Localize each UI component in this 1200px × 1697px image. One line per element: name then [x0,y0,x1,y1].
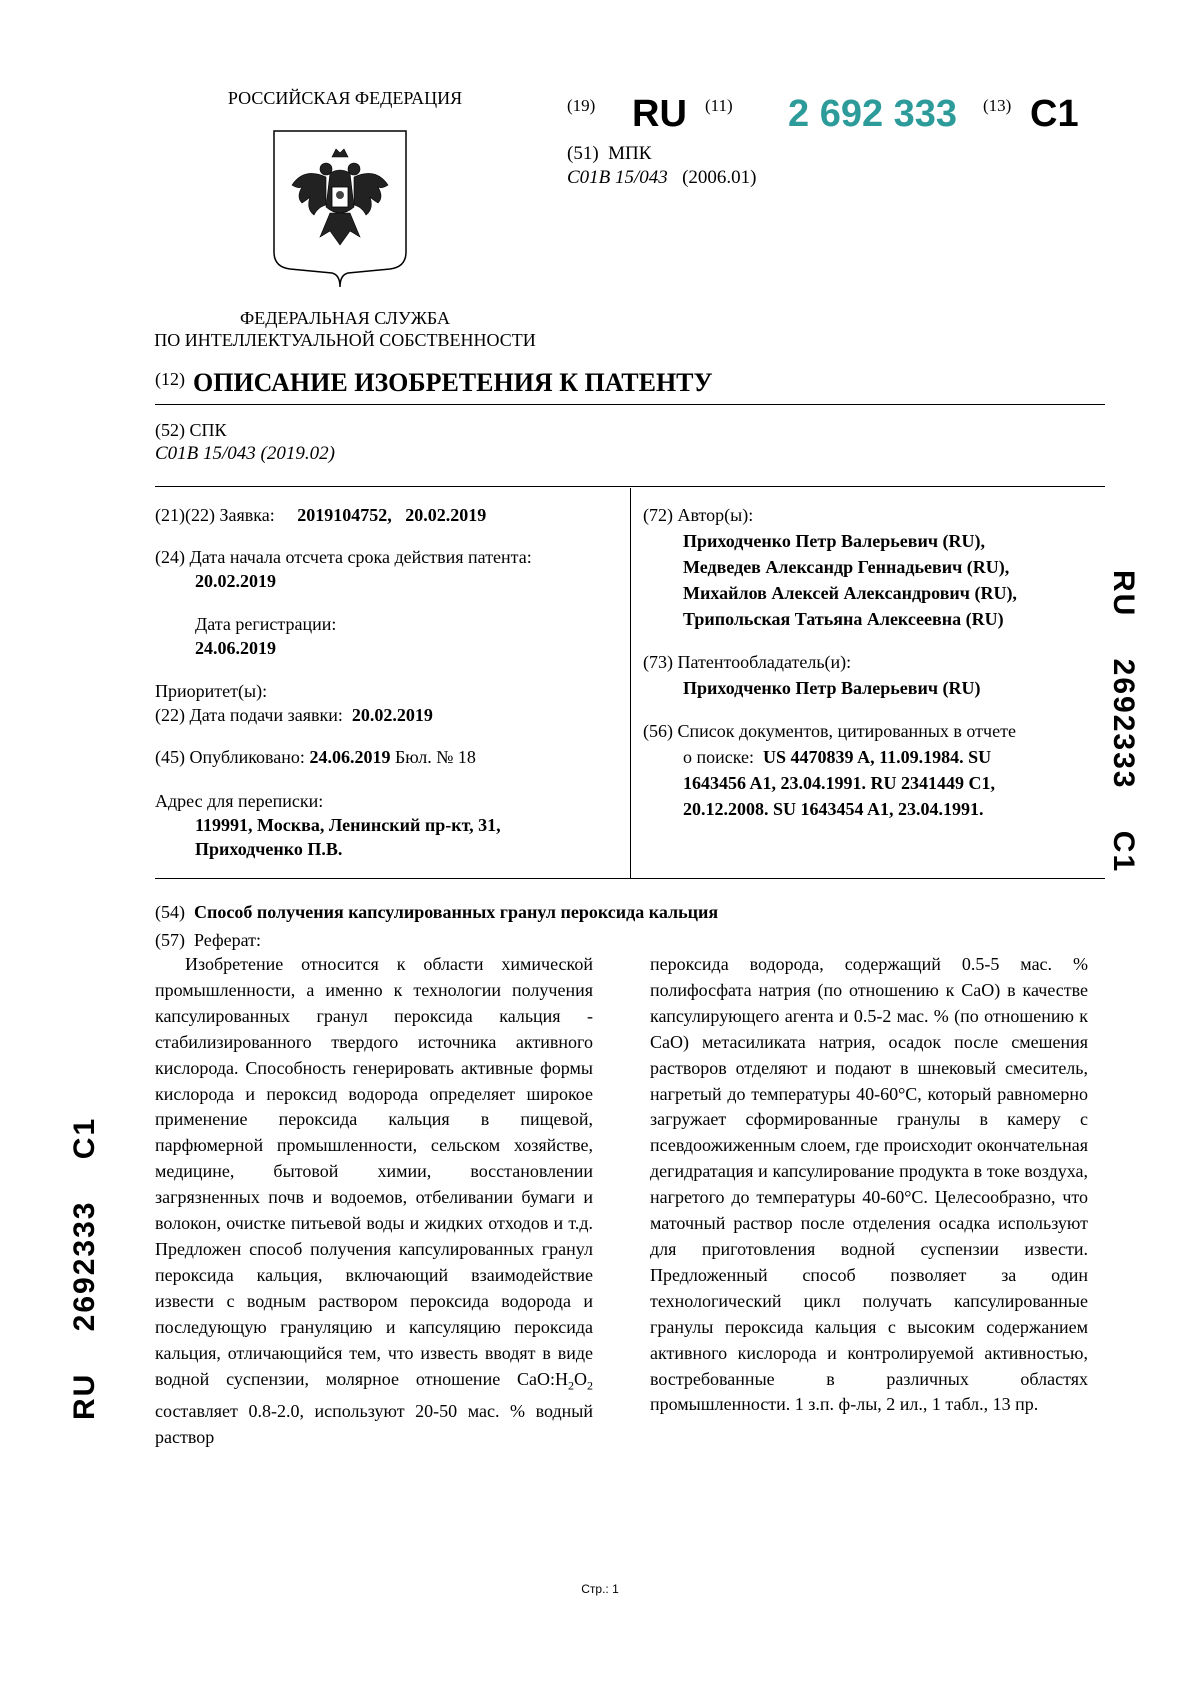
application-number: 2019104752, [297,505,392,525]
published-value: 24.06.2019 [309,747,391,767]
citations-line3: 20.12.2008. SU 1643454 A1, 23.04.1991. [683,799,984,819]
filing-date-field [155,703,433,727]
inid-code-54: (54) [155,902,185,922]
column-divider [630,488,631,878]
invention-title: Способ получения капсулированных гранул пероксида кальция [194,902,719,922]
abstract-text-left-end: составляет 0.8-2.0, используют 20-50 мас. % водный раствор [155,1401,593,1447]
registration-value: 24.06.2019 [195,638,276,658]
invention-title-field [155,900,718,924]
abstract-right-column: пероксида водорода, содержащий 0.5-5 мас. % полифосфата натрия (по отношению к CaO) в качестве капсулирующего агента и 0.5-2 мас. % (по отношению к CaO) метасиликата натрия, осадок после смешения растворов отделяют и подают в шнековый смеситель, нагретый до температуры 40-60°С, который равномерно загружает сформированные гранулы в камеру с псевдоожиженным слоем, где происходит окончательная дегидратация и капсулирование продукта в токе воздуха, нагретого до температуры 40-60°С. Целесообразно, что маточный раствор после отделения осадка используют для приготовления водной суспензии извести. Предложенный способ позволяет за один технологический цикл получать капсулированные гранулы пероксида кальция с высоким содержанием активного кислорода и контролируемой активностью, востребованные в различных областях промышленности. 1 з.п. ф-лы, 2 ил., 1 табл., 13 пр. [650,954,1088,1415]
side-label-left: RU 2692333 C1 [68,1116,101,1420]
address-line2: Приходченко П.В. [195,839,343,859]
ipc-version: (2006.01) [682,167,757,188]
patent-number: 2 692 333 [788,93,958,135]
citations-first-line [683,745,991,769]
citations-line1: US 4470839 A, 11.09.1984. SU [763,747,992,767]
address-label: Адрес для переписки: [155,791,324,811]
citations-label-line2: о поиске: [683,747,755,767]
filing-label: (22) Дата подачи заявки: [155,705,343,725]
published-field [155,745,476,769]
document-title [155,368,713,398]
abstract-label: Реферат: [194,930,262,950]
citations-line2: 1643456 A1, 23.04.1991. RU 2341449 C1, [683,773,996,793]
divider-line [155,404,1105,405]
subscript: 2 [568,1378,574,1393]
authors-label: (72) Автор(ы): [643,505,754,525]
inid-code-51: (51) [567,143,599,164]
ipc-class: C01B 15/043 [567,167,668,188]
agency-name-line1: ФЕДЕРАЛЬНАЯ СЛУЖБА [240,308,450,328]
inid-code-11: (11) [705,96,733,115]
application-date: 20.02.2019 [405,505,487,525]
side-label-right: RU 2692333 C1 [1107,570,1140,874]
holder-label: (73) Патентообладатель(и): [643,652,852,672]
abstract-left-column [155,952,593,1451]
emblem-icon [270,127,410,292]
divider-line [155,878,1105,879]
author-item: Медведев Александр Геннадьевич (RU), [683,557,1010,577]
ipc-label: МПК [608,143,652,164]
application-field [155,503,486,527]
citations-label-line1: (56) Список документов, цитированных в отчете [643,721,1016,741]
bulletin: Бюл. № 18 [394,747,476,767]
formula-letter: O [574,1368,587,1389]
registration-label: Дата регистрации: [195,614,337,634]
filing-value: 20.02.2019 [351,705,433,725]
abstract-text-left: Изобретение относится к области химической промышленности, а именно к технологии получения капсулированных гранул пероксида кальция - стабилизированного твердого источника активного кислорода. Способность генерировать активные формы кислорода и пероксид водорода определяет широкое применение пероксида кальция в пищевой, парфюмерной промышленности, сельском хозяйстве, медицине, бытовой химии, восстановлении загрязненных почв и водоемов, отбеливании бумаги и волокон, очистке питьевой воды и жидких отходов и т.д. Предложен способ получения капсулированных гранул пероксида кальция, включающий взаимодействие извести с водным раствором пероксида водорода и последующую грануляцию и капсуляцию пероксида кальция, отличающийся тем, что известь вводят в виде водной суспензии, молярное отношение CaO:H [155,954,593,1389]
inid-code-13: (13) [983,96,1012,115]
priority-label: Приоритет(ы): [155,681,268,701]
term-start-label: (24) Дата начала отсчета срока действия патента: [155,547,532,567]
application-label: (21)(22) Заявка: [155,505,275,525]
abstract-heading [155,928,261,952]
ipc-classification [567,167,756,189]
author-item: Трипольская Татьяна Алексеевна (RU) [683,609,1004,629]
inid-code-19: (19) [567,96,596,115]
subscript: 2 [587,1378,593,1393]
kind-code: C1 [1030,93,1079,135]
cpc-label: (52) СПК [155,420,227,440]
divider-line [155,486,1105,487]
inid-code-12: (12) [155,369,185,389]
inid-code-57: (57) [155,930,185,950]
country-code: RU [632,93,687,135]
document-title-text: ОПИСАНИЕ ИЗОБРЕТЕНИЯ К ПАТЕНТУ [193,368,713,397]
ipc-heading [567,143,651,165]
published-label: (45) Опубликовано: [155,747,305,767]
agency-name-line2: ПО ИНТЕЛЛЕКТУАЛЬНОЙ СОБСТВЕННОСТИ [154,330,536,350]
cpc-value: C01B 15/043 (2019.02) [155,443,335,464]
page-number: Стр.: 1 [581,1582,619,1596]
country-name: РОССИЙСКАЯ ФЕДЕРАЦИЯ [227,88,463,108]
author-item: Приходченко Петр Валерьевич (RU), [683,531,985,551]
holder-value: Приходченко Петр Валерьевич (RU) [683,678,981,698]
author-item: Михайлов Алексей Александрович (RU), [683,583,1017,603]
address-line1: 119991, Москва, Ленинский пр-кт, 31, [195,815,501,835]
term-start-value: 20.02.2019 [195,571,276,591]
